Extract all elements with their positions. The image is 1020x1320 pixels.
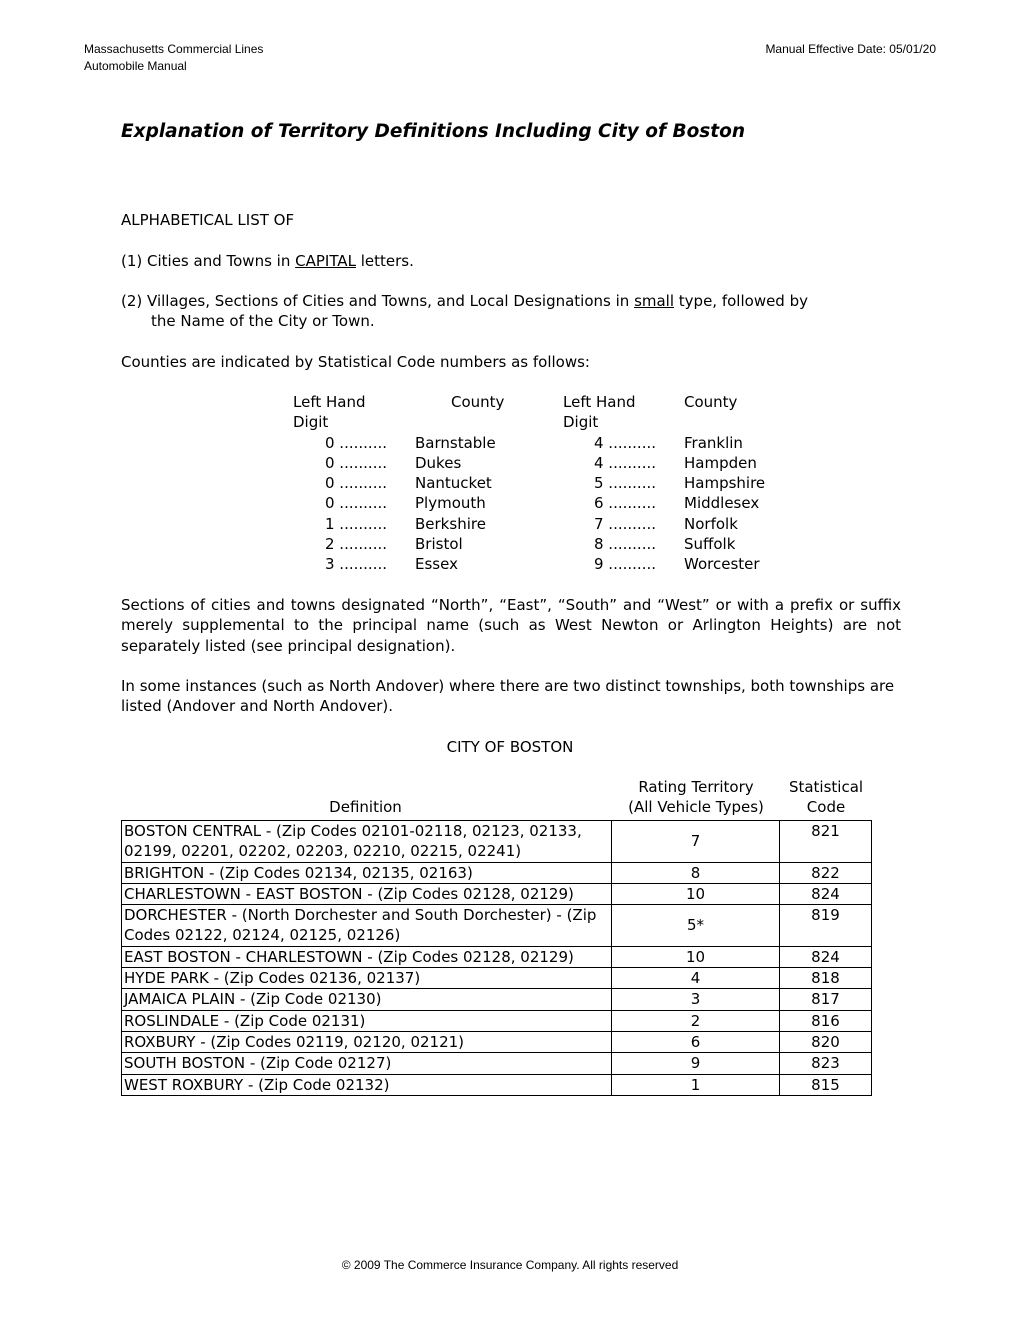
table-row — [122, 883, 872, 904]
item-text: (1) Cities and Towns in — [121, 252, 296, 270]
county-name: Essex — [415, 555, 458, 574]
table-row — [122, 1031, 872, 1052]
territory-cell: 10 — [612, 883, 780, 904]
code-cell: 819 — [780, 905, 872, 947]
county-digit: 5 .......... — [594, 474, 656, 493]
boston-heading: CITY OF BOSTON — [446, 738, 574, 756]
item-text: (2) Villages, Sections of Cities and Towns, and Local Designations in — [121, 292, 635, 310]
county-digit: 7 .......... — [594, 514, 656, 533]
item-emphasis: small — [634, 292, 675, 310]
digit-header: Digit — [293, 413, 329, 432]
definition-cell: ROSLINDALE - (Zip Code 02131) — [122, 1010, 612, 1031]
table-row — [122, 989, 872, 1010]
table-row — [122, 1053, 872, 1074]
header-text: Rating Territory — [638, 778, 754, 796]
definition-cell: ROXBURY - (Zip Codes 02119, 02120, 02121) — [122, 1031, 612, 1052]
header-text: Code — [806, 798, 846, 817]
header-effective-date: Manual Effective Date: 05/01/20 — [765, 42, 936, 56]
code-cell: 824 — [780, 946, 872, 967]
header-manual-line2: Automobile Manual — [84, 59, 187, 73]
code-header — [780, 777, 872, 818]
definition-cell: JAMAICA PLAIN - (Zip Code 02130) — [122, 989, 612, 1010]
territory-cell: 3 — [612, 989, 780, 1010]
territory-cell: 5* — [612, 905, 780, 947]
county-row — [293, 534, 853, 554]
header-manual-line1: Massachusetts Commercial Lines — [84, 42, 264, 56]
territory-header — [612, 777, 780, 818]
table-row — [122, 946, 872, 967]
territory-cell: 6 — [612, 1031, 780, 1052]
county-digit: 8 .......... — [594, 535, 656, 554]
county-row — [293, 514, 853, 534]
header-text: Statistical — [788, 778, 864, 796]
county-name: Dukes — [415, 453, 462, 472]
territory-cell: 4 — [612, 968, 780, 989]
county-name: Barnstable — [415, 433, 496, 452]
table-row — [122, 1074, 872, 1095]
county-digit: 1 .......... — [325, 514, 387, 533]
footer-copyright: © 2009 The Commerce Insurance Company. All rights reserved — [341, 1258, 679, 1272]
territory-cell: 1 — [612, 1074, 780, 1095]
code-cell: 820 — [780, 1031, 872, 1052]
code-cell: 818 — [780, 968, 872, 989]
definition-cell: CHARLESTOWN - EAST BOSTON - (Zip Codes 02128, 02129) — [122, 883, 612, 904]
territory-cell: 9 — [612, 1053, 780, 1074]
county-name: Hampshire — [684, 474, 766, 493]
county-digit: 4 .......... — [594, 453, 656, 472]
code-cell: 816 — [780, 1010, 872, 1031]
table-row — [122, 862, 872, 883]
code-cell: 823 — [780, 1053, 872, 1074]
county-name: Plymouth — [415, 494, 486, 513]
county-digit: 4 .......... — [594, 433, 656, 452]
page-title: Explanation of Territory Definitions Including City of Boston — [121, 121, 746, 142]
county-name: Berkshire — [415, 514, 486, 533]
code-cell: 824 — [780, 883, 872, 904]
county-name: Norfolk — [684, 514, 738, 533]
paragraph-sections: Sections of cities and towns designated “North”, “East”, “South” and “West” or with a prefix or suffix merely supplemental to the principal name (such as West Newton or Arlington Heights) are not separately listed (see principal designation). — [121, 596, 901, 655]
county-digit: 0 .......... — [325, 453, 387, 472]
definition-header: Definition — [329, 798, 402, 816]
definition-cell: HYDE PARK - (Zip Codes 02136, 02137) — [122, 968, 612, 989]
county-digit: 0 .......... — [325, 433, 387, 452]
paragraph-instances: In some instances (such as North Andover) where there are two distinct townships, both townships are listed (Andover and North Andover). — [121, 677, 895, 716]
county-digit: 6 .......... — [594, 494, 656, 513]
territory-cell: 7 — [612, 821, 780, 863]
county-code-table — [293, 392, 853, 575]
county-name: Franklin — [684, 433, 743, 452]
county-row — [293, 554, 853, 574]
territory-cell: 2 — [612, 1010, 780, 1031]
county-name: Middlesex — [684, 494, 760, 513]
county-name: Nantucket — [415, 474, 492, 493]
county-name: Suffolk — [684, 535, 736, 554]
territory-cell: 8 — [612, 862, 780, 883]
definition-cell: WEST ROXBURY - (Zip Code 02132) — [122, 1074, 612, 1095]
definition-cell: EAST BOSTON - CHARLESTOWN - (Zip Codes 02128, 02129) — [122, 946, 612, 967]
county-digit: 9 .......... — [594, 555, 656, 574]
table-row — [122, 1010, 872, 1031]
header-left — [84, 41, 263, 75]
county-digit: 0 .......... — [325, 494, 387, 513]
county-name: Worcester — [684, 555, 760, 574]
boston-territory-table — [121, 820, 872, 1096]
digit-header: Digit — [563, 413, 599, 432]
digit-header: Left Hand — [563, 393, 636, 411]
territory-cell: 10 — [612, 946, 780, 967]
code-cell: 815 — [780, 1074, 872, 1095]
county-header: County — [684, 393, 738, 411]
county-header: County — [451, 393, 505, 411]
table-row — [122, 821, 872, 863]
header-text: (All Vehicle Types) — [628, 798, 764, 817]
code-cell: 821 — [780, 821, 872, 863]
definition-cell: DORCHESTER - (North Dorchester and South Dorchester) - (Zip Codes 02122, 02124, 02125, 02126) — [122, 905, 612, 947]
list-heading: ALPHABETICAL LIST OF — [121, 211, 295, 229]
county-row — [293, 493, 853, 513]
table-row — [122, 905, 872, 947]
list-item-2 — [121, 291, 808, 332]
county-row — [293, 433, 853, 453]
county-row — [293, 453, 853, 473]
item-text: type, followed by — [674, 292, 808, 310]
code-cell: 817 — [780, 989, 872, 1010]
county-digit: 2 .......... — [325, 535, 387, 554]
table-row — [122, 968, 872, 989]
definition-cell: SOUTH BOSTON - (Zip Code 02127) — [122, 1053, 612, 1074]
county-name: Bristol — [415, 535, 463, 554]
definition-cell: BRIGHTON - (Zip Codes 02134, 02135, 02163) — [122, 862, 612, 883]
item-text: letters. — [355, 252, 414, 270]
code-cell: 822 — [780, 862, 872, 883]
list-item-1 — [121, 251, 414, 271]
county-digit: 0 .......... — [325, 474, 387, 493]
item-emphasis: CAPITAL — [295, 252, 356, 270]
county-row — [293, 473, 853, 493]
county-name: Hampden — [684, 453, 757, 472]
definition-cell: BOSTON CENTRAL - (Zip Codes 02101-02118, 02123, 02133, 02199, 02201, 02202, 02203, 02210, 02215, 02241) — [122, 821, 612, 863]
counties-intro: Counties are indicated by Statistical Code numbers as follows: — [121, 353, 590, 371]
digit-header: Left Hand — [293, 393, 366, 411]
county-digit: 3 .......... — [325, 555, 387, 574]
item-text: the Name of the City or Town. — [151, 312, 375, 331]
